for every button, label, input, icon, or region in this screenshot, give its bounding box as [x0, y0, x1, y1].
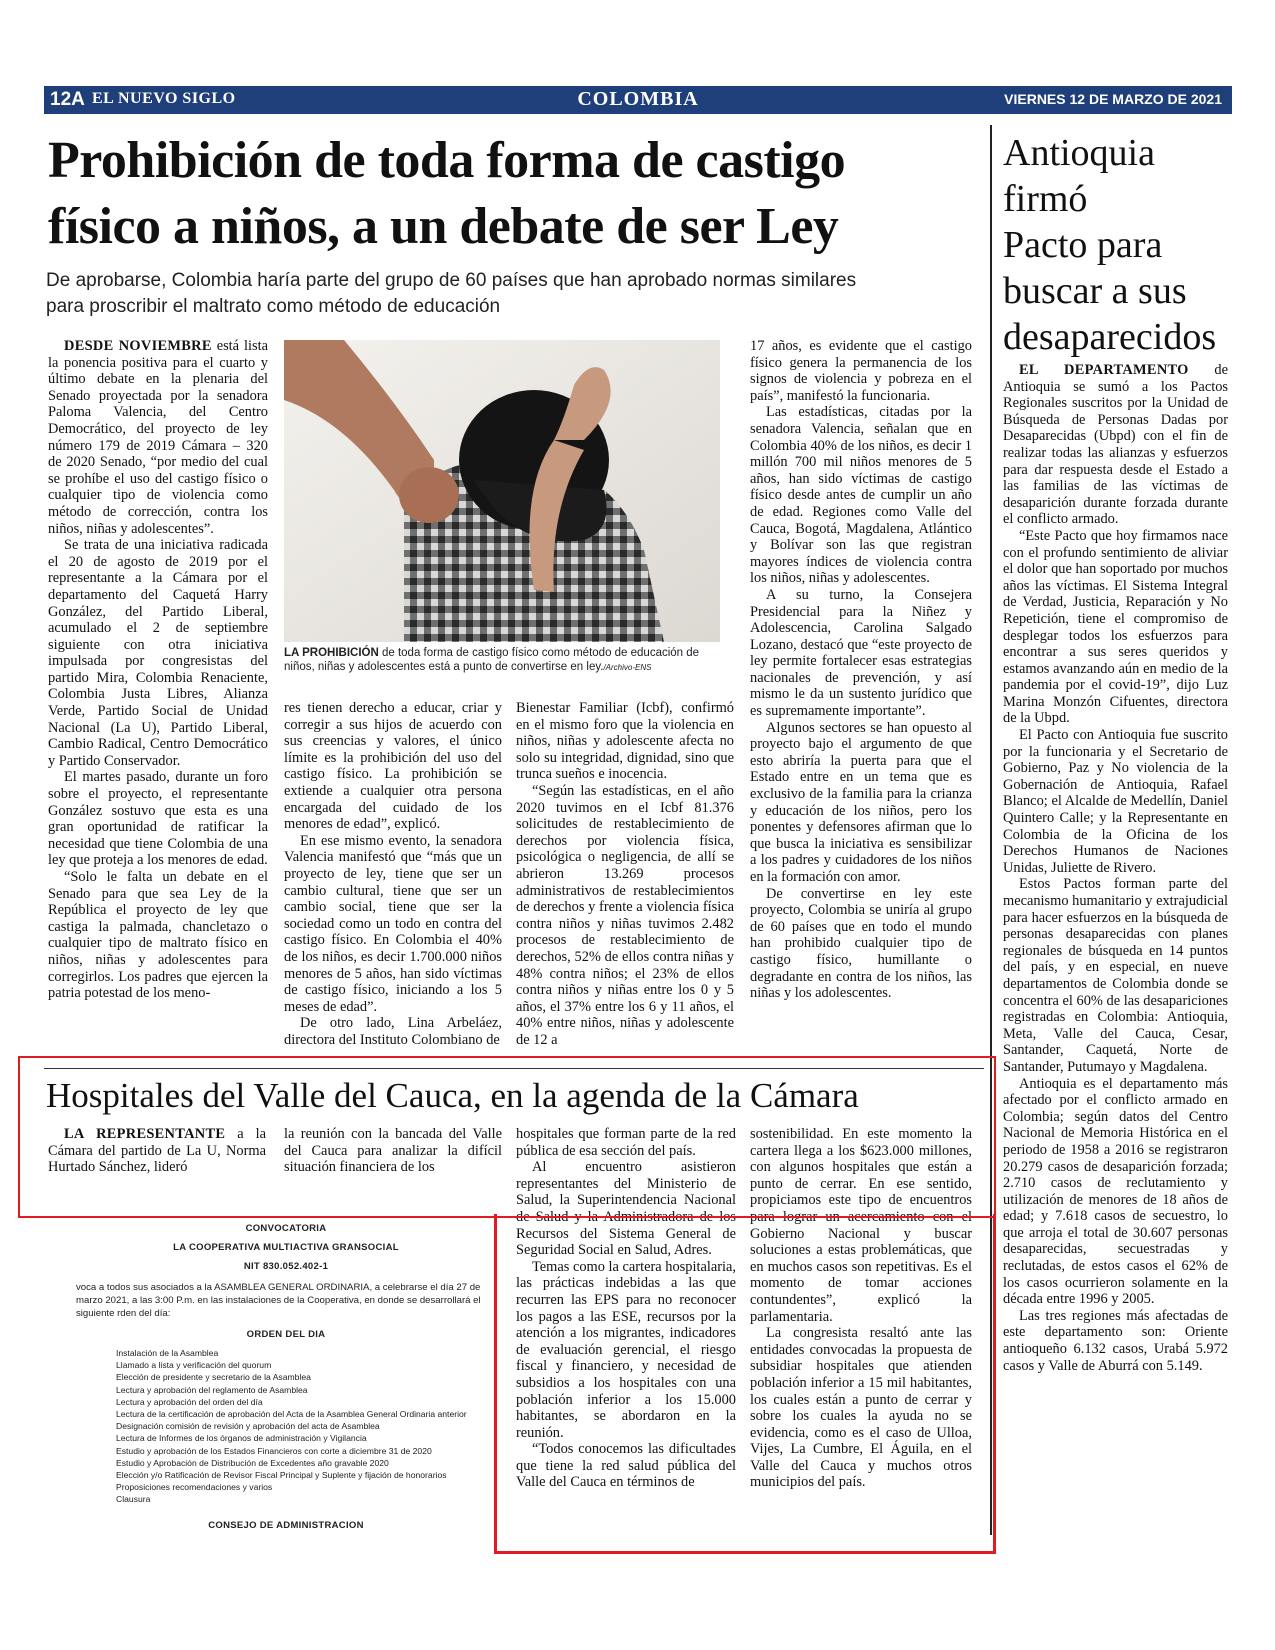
paragraph [48, 338, 268, 537]
paragraph: la reunión con la bancada del Valle del Cauca para analizar la difícil situación financiera de los [284, 1126, 502, 1176]
article-photo [284, 340, 720, 642]
paragraph: En ese mismo evento, la senadora Valencia manifestó que “más que un proyecto de ley, tiene que ser un cambio cultural, tiene que ser un cambio social, tiene que ser la sociedad como un todo en contra del castigo físico. En Colombia el 40% de los niños, es decir 1.700.000 niños menores de 5 años, han sido víctimas de castigo físico, iniciando a los 5 meses de edad”. [284, 832, 502, 1015]
side-article-body [1003, 362, 1228, 1542]
agenda-item: Lectura de la certificación de aprobación del Acta de la Asamblea General Ordinaria anterior [116, 1409, 467, 1420]
paragraph: Las estadísticas, citadas por la senadora Valencia, señalan que en Colombia 40% de los niños, es decir 1 millón 700 mil niños menores de 5 años, han sido víctimas de castigo físico desde antes de cumplir un año de edad. Regiones como Valle del Cauca, Bogotá, Magdalena, Atlántico y Bolívar son las que registran mayores índices de violencia contra los niños, niñas y adolescentes. [750, 404, 972, 587]
paragraph: “Solo le falta un debate en el Senado para que sea Ley de la República el proyecto de ley que castiga la palmada, chancletazo o cualquier tipo de maltrato físico en niños, niñas y adolescentes para corregirlos. Los padres que ejercen la patria potestad de los meno- [48, 869, 268, 1002]
photo-caption [284, 646, 724, 675]
headline-line: Prohibición de toda forma de castigo [48, 132, 846, 189]
caption-text: de toda forma de castigo físico como método de educación de niños, niñas y adolescentes está a punto de convertirse en ley. [284, 647, 700, 673]
paragraph: De otro lado, Lina Arbeláez, directora del Instituto Colombiano de [284, 1015, 502, 1048]
agenda-item: Clausura [116, 1494, 151, 1505]
paragraph-text: de Antioquia se sumó a los Pactos Regionales suscritos por la Unidad de Búsqueda de Personas Dadas por Desaparecidas (Ubpd) con el fin de realizar todas las alianzas y esfuerzos para dar respuesta desde el Estado a las familias de las víctimas de desaparición durante forzada durante el conflicto armado. [1003, 362, 1228, 528]
ad-title: CONVOCATORIA [245, 1223, 327, 1234]
highlight-box [18, 1056, 996, 1218]
main-article-col2 [284, 700, 502, 1068]
main-article-col3 [516, 700, 734, 1068]
paragraph: res tienen derecho a educar, criar y corregir a sus hijos de acuerdo con sus creencias y valores, el único límite es la prohibición del uso del castigo físico. La prohibición se extiende a cualquier otra persona encargada del cuidado de los menores de edad”, explicó. [284, 700, 502, 833]
paragraph [1003, 362, 1228, 528]
deck-line: para proscribir el maltrato como método de educación [46, 296, 501, 317]
issue-date: VIERNES 12 DE MARZO DE 2021 [1004, 91, 1222, 107]
headline-line: Antioquia [1003, 132, 1155, 174]
ad-organization: LA COOPERATIVA MULTIACTIVA GRANSOCIAL [173, 1242, 399, 1253]
paragraph: “Según las estadísticas, en el año 2020 tuvimos en el Icbf 81.376 solicitudes de restablecimiento de derechos por violencia física, psicológica o negligencia, de allí se abrieron 13.269 procesos administrativos de restablecimientos de derechos y frente a violencia física contra niños y niñas tuvimos 2.482 procesos de restablecimiento de derechos, 52% de ellos contra niñas y 48% contra niños; el 23% de ellos contra niños y niñas entre los 0 y 5 años, el 37% entre los 6 y 11 años, el 40% entre niños, niñas y adolescente de 12 a [516, 782, 734, 1048]
paragraph: Bienestar Familiar (Icbf), confirmó en el mismo foro que la violencia en niños, niñas y adolescente afecta no solo su integridad, dignidad, sino que trunca sueños e inocencia. [516, 700, 734, 783]
ad-body: voca a todos sus asociados a la ASAMBLEA GENERAL ORDINARIA, a celebrarse el día 27 de marzo 2021, a las 3:00 P.m. en las instalaciones de la Cooperativa, en donde se desarrollará el siguiente rden del día: [76, 1282, 481, 1319]
agenda-item: Llamado a lista y verificación del quorum [116, 1360, 272, 1371]
paragraph: Las tres regiones más afectadas de este departamento son: Oriente antioqueño 6.132 casos, Urabá 5.972 casos y Valle de Aburrá con 5.149. [1003, 1307, 1228, 1374]
paragraph: Antioquia es el departamento más afectado por el conflicto armado en Colombia; según datos del Centro Nacional de Memoria Histórica en el periodo de 1958 a 2016 se registraron 20.279 casos de desaparición forzada; 2.710 casos de reclutamiento y utilización de menores de 18 años de edad; y 7.618 casos de secuestro, lo que arroja el total de 30.607 personas desaparecidas, secuestradas y reclutadas, de estos casos el 62% de los casos ocurrieron solamente en la década entre 1996 y 2005. [1003, 1075, 1228, 1308]
agenda-item: Elección y/o Ratificación de Revisor Fiscal Principal y Suplente y fijación de honorarios [116, 1470, 447, 1481]
paragraph: Temas como la cartera hospitalaria, las prácticas indebidas a las que recurren las EPS para no reconocer los pagos a las ESE, recursos por la atención a los migrantes, indicadores de evaluación gerencial, el riesgo fiscal y financiero, y necesidad de subsidios a los hospitales con una población inferior a los 15.000 habitantes, se abordaron en la reunión. [516, 1258, 736, 1441]
headline-line: firmó [1003, 178, 1088, 220]
photo-credit: /Archivo-ENS [603, 663, 652, 672]
agenda-item: Proposiciones recomendaciones y varios [116, 1482, 273, 1493]
paragraph: De convertirse en ley este proyecto, Colombia se uniría al grupo de 60 países que en todo el mundo han prohibido cualquier tipo de castigo físico, humillante o degradante en contra de los niños, las niñas y los adolescentes. [750, 885, 972, 1002]
page-header-bar [44, 86, 1232, 114]
section-name: COLOMBIA [577, 88, 699, 110]
paragraph: “Este Pacto que hoy firmamos nace con el profundo sentimiento de aliviar el dolor que han soportado por muchos años las víctimas. El Sistema Integral de Verdad, Justicia, Reparación y No Repetición, tiene el compromiso de desplegar todos los esfuerzos para encontrar a sus seres queridos y estamos avanzando aún en medio de la pandemia por el covid-19”, dijo Luz Marina Monzón Cifuentes, directora de la Ubpd. [1003, 527, 1228, 727]
paragraph: Se trata de una iniciativa radicada el 20 de agosto de 2019 por el representante a la Cámara por el departamento del Caquetá Harry González, del Partido Liberal, acumulado el 2 de septiembre siguiente con otra iniciativa impulsada por congresistas del partido Mira, Colombia Renaciente, Colombia Justa Libres, Alianza Verde, Partido Social de Unidad Nacional (La U), Partido Liberal, Cambio Radical, Centro Democrático y Partido Conservador. [48, 537, 268, 769]
agenda-item: Designación comisión de revisión y aprobación del acta de Asamblea [116, 1421, 380, 1432]
agenda-item: Lectura y aprobación del orden del día [116, 1396, 263, 1407]
ad-nit: NIT 830.052.402-1 [243, 1261, 329, 1272]
paragraph: hospitales que forman parte de la red pública de esa sección del país. [516, 1126, 736, 1159]
paragraph: El Pacto con Antioquia fue suscrito por la funcionaria y el Secretario de Gobierno, Paz y No violencia de la Gobernación de Antioquia, Rafael Blanco; el Alcalde de Medellín, Daniel Quintero Calle; y la Representante en Colombia de la Oficina de los Derechos Humanos de Naciones Unidas, Juliette de Rivero. [1003, 727, 1228, 876]
headline-line: desaparecidos [1003, 316, 1217, 358]
lead-in: DESDE NOVIEMBRE [64, 338, 212, 354]
agenda-item: Estudio y aprobación de los Estados Financieros con corte a diciembre 31 de 2020 [116, 1445, 432, 1456]
ad-signature: CONSEJO DE ADMINISTRACION [208, 1519, 364, 1531]
agenda-item: Estudio y Aprobación de Distribución de Excedentes año gravable 2020 [116, 1457, 389, 1468]
caption-lead: LA PROHIBICIÓN [284, 647, 379, 659]
lead-in: EL DEPARTAMENTO [1019, 362, 1189, 378]
agenda-item: Elección de presidente y secretario de la Asamblea [116, 1372, 311, 1383]
paragraph: El martes pasado, durante un foro sobre el proyecto, el representante González sostuvo que esta es una gran oportunidad de ratificar la necesidad que tiene Colombia de una ley que proteja a los menores de edad. [48, 769, 268, 869]
main-article-col1 [48, 338, 268, 1068]
agenda-item: Lectura y aprobación del reglamento de Asamblea [116, 1384, 308, 1395]
main-headline [48, 128, 948, 260]
agenda-item: Instalación de la Asamblea [116, 1348, 219, 1358]
page-number: 12A [50, 89, 85, 110]
second-headline: Hospitales del Valle del Cauca, en la agenda de la Cámara [46, 1076, 859, 1115]
assembly-notice-ad [76, 1222, 496, 1542]
headline-line: Pacto para [1003, 224, 1163, 266]
paragraph: sostenibilidad. En este momento la cartera llega a los $623.000 millones, con algunos hospitales que están a punto de cerrar. En ese sentido, propiciamos este tipo de encuentros para lograr un acercamiento con el Gobierno Nacional y buscar soluciones a estas problemáticas, que en muchos casos son repetitivas. Es el momento de tomar acciones contundentes”, explicó la parlamentaria. [750, 1126, 972, 1325]
main-article-col4 [750, 338, 972, 1068]
paragraph: 17 años, es evidente que el castigo físico genera la permanencia de los signos de violencia y pobreza en el país”, manifestó la funcionaria. [750, 338, 972, 404]
agenda-item: Lectura de Informes de los órganos de administración y Vigilancia [116, 1433, 367, 1444]
paragraph: La congresista resaltó ante las entidades convocadas la propuesta de subsidiar hospitales que atienden población inferior a 15 mil habitantes, los cuales están a punto de cerrar y sobre los cuales la ayuda no se evidencia, como es el caso de Ulloa, Vijes, La Cumbre, El Águila, en el Valle del Cauca y muchos otros municipios del país. [750, 1325, 972, 1491]
main-deck [46, 268, 966, 320]
deck-line: De aprobarse, Colombia haría parte del grupo de 60 países que han aprobado normas similares [46, 270, 857, 291]
paragraph: A su turno, la Consejera Presidencial para la Niñez y Adolescencia, Carolina Salgado Lozano, destacó que “este proyecto de ley permite fortalecer esas estrategias nacionales de prevención, y así mismo le da un sustento jurídico que es supremamente importante”. [750, 586, 972, 720]
headline-line: físico a niños, a un debate de ser Ley [48, 198, 839, 255]
paragraph: Algunos sectores se han opuesto al proyecto bajo el argumento de que esto abriría la puerta para que el Estado entre en un tema que es exclusivo de la familia para la crianza y educación de los niños, pero los ponentes y defensores afirman que lo que busca la iniciativa es sensibilizar a los padres y cuidadores de los niños en la formación con amor. [750, 719, 972, 885]
paragraph-text: está lista la ponencia positiva para el cuarto y último debate en la plenaria del Senado proyectada por la senadora Paloma Valencia, del Centro Democrático, del proyecto de ley número 179 de 2019 Cámara – 320 de 2020 Senado, “por medio del cual se prohíbe el uso del castigo físico o cualquier tipo de violencia como método de corrección, contra los niños, niñas y adolescentes”. [48, 338, 268, 537]
side-headline [1003, 130, 1233, 360]
headline-line: buscar a sus [1003, 270, 1187, 312]
lead-in: LA REPRESENTANTE [64, 1126, 226, 1142]
ad-agenda-list [116, 1347, 496, 1506]
ad-agenda-title: ORDEN DEL DIA [246, 1329, 326, 1340]
paragraph: “Todos conocemos las dificultades que tiene la red salud pública del Valle del Cauca en términos de [516, 1441, 736, 1491]
paragraph: Estos Pactos forman parte del mecanismo humanitario y extrajudicial para hacer esfuerzos en la búsqueda de personas desaparecidas con planes regionales de búsqueda en 14 puntos del país, y en especial, en nueve departamentos de Colombia donde se concentra el 60% de las desapariciones registradas en Colombia: Antioquia, Meta, Valle del Cauca, Cesar, Santander, Caquetá, Norte de Santander, Putumayo y Magdalena. [1003, 876, 1228, 1075]
publication-name: EL NUEVO SIGLO [92, 90, 236, 107]
paragraph: Al encuentro asistieron representantes del Ministerio de Salud, la Superintendencia Nacional de Salud y la Administradora de los Recursos del Sistema General de Seguridad Social en Salud, Adres. [516, 1159, 736, 1259]
highlight-box [494, 1214, 996, 1554]
child-covering-head-illustration [284, 340, 720, 642]
paragraph-text: a la Cámara del partido de La U, Norma Hurtado Sánchez, lideró [48, 1126, 266, 1176]
